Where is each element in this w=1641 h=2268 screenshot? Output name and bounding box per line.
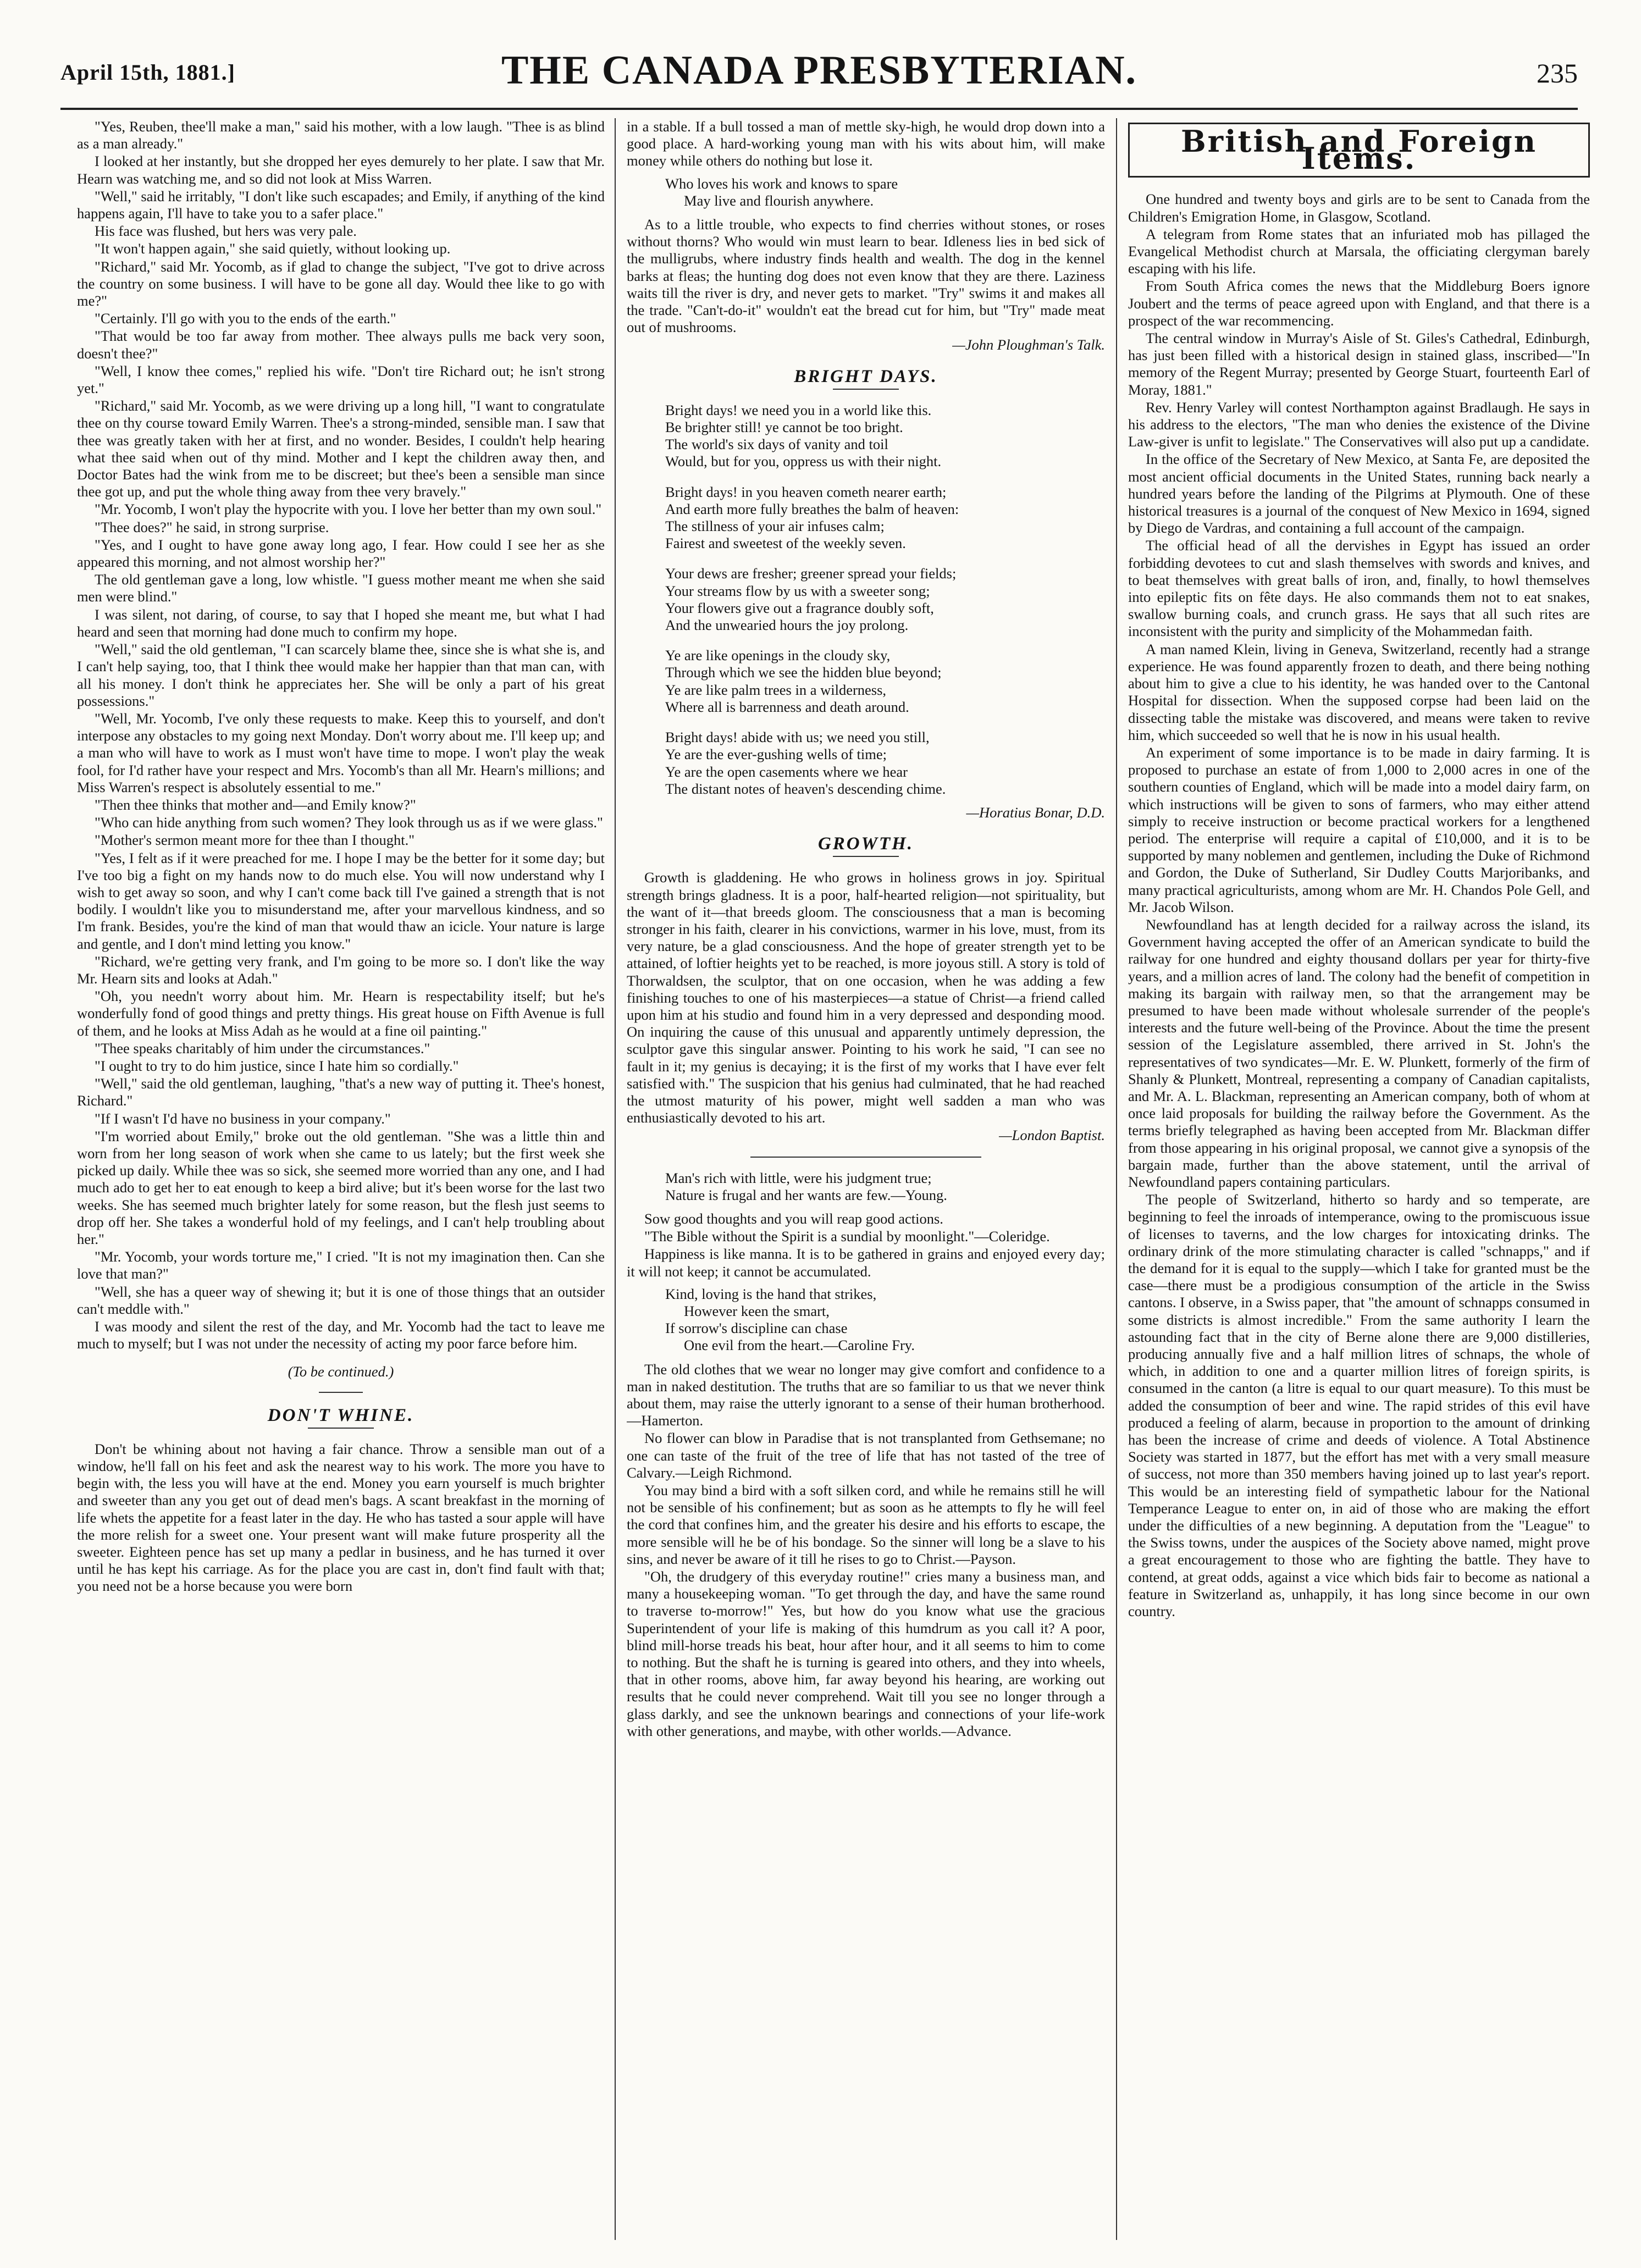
dont-whine-text: As to a little trouble, who expects to find cherries without stones, or roses without thorns? Who would win must learn to bear. Idleness lies in bed sick of the mulligrubs, where industry finds health and wealth. The dog in the kennel barks at fleas; the hunting dog does not even know that they are there. Laziness waits till the river is dry, and never gets to market. "Try" swims it and makes all the trade. "Can't-do-it" wouldn't eat the bread cut for him, but "Try" made meat out of mushrooms. bbox=[627, 216, 1105, 336]
divider bbox=[308, 1428, 374, 1429]
story-paragraph: "Mr. Yocomb, your words torture me," I cried. "It is not my imagination then. Can she love that man?" bbox=[77, 1248, 605, 1282]
story-paragraph: "Yes, I felt as if it were preached for me. I hope I may be the better for it some day; but I've too big a fight on my hands now to do much else. You will now understand why I wish to get away so soon, and why I can't come back till I've gained a strength that is not bodily. I wouldn't like you to misunderstand me, after your marvellous kindness, and so I'm frank. Besides, you're the kind of man that would thaw an icicle. Your nature is large and gentle, and I don't mind letting you know." bbox=[77, 849, 605, 952]
poem-line: Bright days! we need you in a world like this. bbox=[665, 401, 932, 418]
stanza-break bbox=[665, 471, 1105, 484]
heading-growth: GROWTH. bbox=[817, 834, 914, 854]
poem-line: Bright days! abide with us; we need you still, bbox=[665, 729, 930, 746]
column-serial-story bbox=[77, 118, 605, 2240]
poem-bright-days bbox=[665, 402, 1105, 798]
poem-line: Ye are like palm trees in a wilderness, bbox=[665, 681, 887, 698]
poem-line: Your flowers give out a fragrance doubly soft, bbox=[665, 599, 934, 616]
poem-line: One evil from the heart.—Caroline Fry. bbox=[684, 1337, 915, 1354]
poem-line: Your dews are fresher; greener spread your fields; bbox=[665, 565, 957, 582]
story-paragraph: "Mother's sermon meant more for thee than I thought." bbox=[95, 832, 415, 849]
maxim: You may bind a bird with a soft silken cord, and while he remains still he will not be sensible of his confinement; but as soon as he attempts to fly he will feel the cord that confines him, and the greater his desire and his efforts to escape, the more sensible will he be of his bondage. So the sinner will long be a slave to his sins, and never be aware of it till he rises to go to Christ.—Payson. bbox=[627, 1482, 1105, 1567]
story-paragraph: "Yes, Reuben, thee'll make a man," said his mother, with a low laugh. "Thee is as blind as a man already." bbox=[77, 118, 605, 152]
news-item: The central window in Murray's Aisle of St. Giles's Cathedral, Edinburgh, has just been filled with a historical design in stained glass, inscribed—"In memory of the Regent Murray; presented by George Stuart, fourteenth Earl of Moray, 1881." bbox=[1128, 330, 1590, 398]
column-miscellany bbox=[627, 118, 1105, 2240]
poem-line: However keen the smart, bbox=[684, 1302, 830, 1319]
divider bbox=[750, 1157, 981, 1158]
poem-line: Ye are the open casements where we hear bbox=[665, 763, 908, 780]
story-paragraph: The old gentleman gave a long, low whistle. "I guess mother meant me when she said men were blind." bbox=[77, 571, 605, 605]
story-paragraph: His face was flushed, but hers was very pale. bbox=[95, 223, 357, 240]
story-paragraph: "Thee speaks charitably of him under the circumstances." bbox=[95, 1039, 430, 1056]
news-item: An experiment of some importance is to be made in dairy farming. It is proposed to purchase an estate of from 1,000 to 2,000 acres in one of the southern counties of England, which will be made into a model dairy farm, on which instructions will be given to sons of farmers, who may either attend simply to receive instruction or become practical workers for a lengthened period. The enterprise will require a capital of £10,000, and it is to be supported by many noblemen and gentlemen, including the Duke of Richmond and Gordon, the Duke of Sutherland, Sir Dudley Coutts Marjoribanks, and many practical agriculturists, among whom are Mr. H. Chandos Pole Gell, and Mr. Jacob Wilson. bbox=[1128, 744, 1590, 915]
story-paragraph: I was moody and silent the rest of the day, and Mr. Yocomb had the tact to leave me much to myself; but I was not under the necessity of acting my poor farce before him. bbox=[77, 1318, 605, 1352]
divider bbox=[833, 389, 899, 390]
story-paragraph: "Well," said he irritably, "I don't like such escapades; and Emily, if anything of the kind happens again, I'll have to take you to a safer place." bbox=[77, 187, 605, 222]
couplet bbox=[665, 175, 1105, 209]
british-foreign-header: British and Foreign Items. bbox=[1128, 123, 1590, 178]
newspaper-title: THE CANADA PRESBYTERIAN. bbox=[501, 48, 1137, 93]
story-paragraph: "Who can hide anything from such women? They look through us as if we were glass." bbox=[95, 814, 603, 831]
news-item: In the office of the Secretary of New Mexico, at Santa Fe, are deposited the most ancient official documents in the United States, running back nearly a hundred years before the landing of the Pilgrims at Plymouth. One of these historical treasures is a journal of the conquest of New Mexico in 1694, signed by Diego de Vardras, and containing a full account of the campaign. bbox=[1128, 451, 1590, 536]
poem-line: Ye are the ever-gushing wells of time; bbox=[665, 746, 887, 763]
poem-line: Be brighter still! ye cannot be too bright. bbox=[665, 419, 903, 436]
attribution: —Horatius Bonar, D.D. bbox=[966, 804, 1105, 821]
news-item: Newfoundland has at length decided for a railway across the island, its Government having accepted the offer of an American syndicate to build the railway for one hundred and eighty thousand dollars per year for thirty-five years, and a million acres of land. The colony had the benefit of competition in making its bargain with railway men, so that the arrangement may be presumed to have been made without wholesale surrender of the people's interests and the future well-being of the Province. About the time the present session of the Legislature assembled, there arrived in St. John's the representatives of two syndicates—Mr. E. W. Plunkett, formerly of the firm of Shanly & Plunkett, Montreal, representing a company of Canadian capitalists, and Mr. A. L. Blackman, representing an American company, both of whom at once laid proposals for building the railway before the Government. As the terms briefly telegraphed as having been accepted from Mr. Blackman differ from those appearing in his original proposal, we cannot give a synopsis of the bargain made, further than the above statement, until the arrival of Newfoundland papers containing particulars. bbox=[1128, 916, 1590, 1190]
news-item: Rev. Henry Varley will contest Northampton against Bradlaugh. He says in his address to the electors, "The man who denies the existence of the Divine Law-giver is unfit to legislate." The Conservatives will also put up a candidate. bbox=[1128, 399, 1590, 450]
poem-line: Through which we see the hidden blue beyond; bbox=[665, 664, 942, 681]
divider bbox=[833, 856, 899, 857]
story-paragraph: "Well, Mr. Yocomb, I've only these requests to make. Keep this to yourself, and don't interpose any obstacles to my going next Monday. Don't worry about me. I'll keep up; and a man who will have to work as I must won't have time to mope. I won't play the weak fool, for I'd rather have your respect and Mrs. Yocomb's than all Mr. Hearn's millions; and Miss Warren's respect is absolutely essential to me." bbox=[77, 710, 605, 795]
maxim: The old clothes that we wear no longer may give comfort and confidence to a man in naked destitution. The truths that are so familiar to us that we never think about them, may raise the utterly ignorant to a sense of their human brotherhood.—Hamerton. bbox=[627, 1360, 1105, 1429]
dont-whine-continued: in a stable. If a bull tossed a man of mettle sky-high, he would drop down into a good place. A hard-working young man with his wits about him, will make money while others do nothing but lose it. bbox=[627, 118, 1105, 169]
story-paragraph: "I ought to try to do him justice, since I hate him so cordially." bbox=[95, 1057, 459, 1074]
story-paragraph: "Richard, we're getting very frank, and I'm going to be more so. I don't like the way Mr. Hearn sits and looks at Adah." bbox=[77, 953, 605, 987]
kind-verse bbox=[665, 1286, 1105, 1354]
poem-line: Bright days! in you heaven cometh nearer earth; bbox=[665, 483, 947, 500]
stanza-break bbox=[665, 552, 1105, 565]
story-paragraph: "Yes, and I ought to have gone away long ago, I fear. How could I see her as she appeared this morning, and not almost worship her?" bbox=[77, 536, 605, 571]
poem-line: Ye are like openings in the cloudy sky, bbox=[665, 647, 891, 664]
poem-line: Man's rich with little, were his judgment true; bbox=[665, 1169, 932, 1186]
story-paragraph: "Oh, you needn't worry about him. Mr. Hearn is respectability itself; but he's wonderfully fond of good things and pretty things. His great house on Fifth Avenue is full of them, and he looks at Miss Adah as he would at a fine oil painting." bbox=[77, 988, 605, 1039]
story-paragraph: "Richard," said Mr. Yocomb, as if glad to change the subject, "I've got to drive across the country on some business. I will have to be gone all day. Would thee like to go with me?" bbox=[77, 258, 605, 309]
news-item: The people of Switzerland, hitherto so hardy and so temperate, are beginning to feel the inroads of intemperance, owing to the promiscuous issue of licenses to taverns, and the low charges for intoxicating drinks. The ordinary drink of the more stimulating character is called "schnapps," and if the demand for it is equal to the supply—which I take for granted must be the case—there must be a prodigious consumption of the article in the Swiss cantons. I observe, in a Swiss paper, that "the amount of schnapps consumed in some districts is almost incredible." From the same authority I learn the astounding fact that in the city of Berne alone there are 9,000 distilleries, producing annually five and a half million litres of schnaps, the whole of which, in addition to one and a quarter million litres of foreign spirits, is consumed in the canton (a litre is equal to our quart measure). To this must be added the consumption of beer and wine. The rapid strides of this evil have produced a feeling of alarm, because in proportion to the amount of drinking has been the increase of crime and deeds of violence. A Total Abstinence Society was started in 1877, but the effort has met with a very small measure of success, not more than 350 members having joined up to last year's report. This would be an interesting field of sympathetic labour for the National Temperance League to enter on, in aid of those who are making the effort under the difficulties of a new beginning. A deputation from the "League" to the Swiss towns, under the auspices of the Society above named, might prove a great encouragement to those who are fighting the battle. They have to contend, at great odds, against a vice which bids fair to become as national a feature in Switzerland as, unhappily, it has long since become in our own country. bbox=[1128, 1191, 1590, 1620]
column-rule-left bbox=[615, 118, 616, 2240]
news-item: One hundred and twenty boys and girls are to be sent to Canada from the Children's Emigration Home, in Glasgow, Scotland. bbox=[1128, 191, 1590, 225]
story-paragraph: "Richard," said Mr. Yocomb, as we were driving up a long hill, "I want to congratulate thee on thy course toward Emily Warren. Thee's a strong-minded, sensible man. I saw that thee was greatly taken with her at first, and no wonder. Besides, I couldn't help hearing what thee said when out of thy mind. Mother and I kept the children away then, and Doctor Bates had the wink from me to be discreet; but thee's been a sensible man since thee got up, and put the whole thing away from thee very bravely." bbox=[77, 397, 605, 500]
poem-line: Where all is barrenness and death around. bbox=[665, 698, 909, 715]
story-paragraph: "That would be too far away from mother. Thee always pulls me back very soon, doesn't thee?" bbox=[77, 328, 605, 362]
story-paragraph: "I'm worried about Emily," broke out the old gentleman. "She was a little thin and worn from her long season of work when she came to us lately; but the first week she picked up daily. While thee was so sick, she seemed more worried than any one, and I had much ado to get her to eat enough to keep a bird alive; but it's been worse for the last two weeks. She has seemed much brighter lately for some reason, but the flesh just seems to drop off her. She takes a wonderful hold of my feelings, and I can't help troubling about her." bbox=[77, 1127, 605, 1247]
poem-line: Fairest and sweetest of the weekly seven. bbox=[665, 535, 906, 552]
poem-line: The distant notes of heaven's descending chime. bbox=[665, 780, 946, 797]
news-item: A telegram from Rome states that an infuriated mob has pillaged the Evangelical Methodist church at Marsala, the officiating clergyman barely escaping with his life. bbox=[1128, 225, 1590, 277]
poem-line: And the unwearied hours the joy prolong. bbox=[665, 617, 909, 634]
maxim: No flower can blow in Paradise that is not transplanted from Gethsemane; no one can taste of the fruit of the tree of life that has not tasted of the tree of Calvary.—Leigh Richmond. bbox=[627, 1430, 1105, 1481]
poem-line: Your streams flow by us with a sweeter song; bbox=[665, 582, 930, 599]
couplet-line: May live and flourish anywhere. bbox=[684, 192, 874, 209]
issue-date: April 15th, 1881.] bbox=[60, 60, 235, 85]
poem-line: And earth more fully breathes the balm of heaven: bbox=[665, 500, 959, 517]
heading-bright-days: BRIGHT DAYS. bbox=[794, 366, 938, 386]
story-paragraph: "It won't happen again," she said quietly, without looking up. bbox=[95, 240, 451, 257]
story-paragraph: "Well," said the old gentleman, laughing, "that's a new way of putting it. Thee's honest, Richard." bbox=[77, 1075, 605, 1109]
growth-text: Growth is gladdening. He who grows in holiness grows in joy. Spiritual strength brings gladness. It is a poor, half-hearted religion—not spirituality, but the want of it—that breeds gloom. The consciousness that a man is becoming stronger in his faith, clearer in his convictions, warmer in his love, must, from its very nature, be a glad consciousness. And the hope of greater strength yet to be attained, of loftier heights yet to be reached, is more joyous still. A story is told of Thorwaldsen, the sculptor, that on one occasion, when he was adding a few finishing touches to one of his masterpieces—a statue of Christ—a friend called upon him at his studio and found him in a very depressed and desponding mood. On inquiring the cause of this unusual and apparently untimely depression, the sculptor gave this singular answer. Pointing to his work he said, "I can see no fault in it; my genius is decaying; it is the first of my works that I have ever felt satisfied with." The suspicion that his genius had culminated, that he had reached the utmost maturity of his power, might well sadden a man who was enthusiastically devoted to his art. bbox=[627, 869, 1105, 1126]
poem-line: If sorrow's discipline can chase bbox=[665, 1320, 848, 1337]
divider bbox=[319, 1392, 363, 1393]
story-paragraph: "Well," said the old gentleman, "I can scarcely blame thee, since she is what she is, and I can't help saying, too, that I think thee would make her happier than that man can, with all his money. I don't think he appreciates her. She will be only a part of his great possessions." bbox=[77, 641, 605, 709]
story-paragraph: I was silent, not daring, of course, to say that I hoped she meant me, but what I had heard and seen that morning had done much to confirm my hope. bbox=[77, 606, 605, 640]
heading-dont-whine: DON'T WHINE. bbox=[267, 1405, 415, 1425]
dont-whine-text: Don't be whining about not having a fair chance. Throw a sensible man out of a window, he'll fall on his feet and ask the nearest way to his work. The more you have to begin with, the less you will have at the end. Money you earn yourself is much brighter and sweeter than any you get out of dead men's bags. A scant breakfast in the morning of life whets the appetite for a feast later in the day. He who has tasted a sour apple will have the more relish for a sweet one. Your present want will make future prosperity all the sweeter. Eighteen pence has set up many a pedlar in business, and he has turned it over until he has kept his carriage. As for the place you are cast in, don't find fault with that; you need not be a horse because you were born bbox=[77, 1440, 605, 1595]
couplet-line: Who loves his work and knows to spare bbox=[665, 175, 898, 192]
page-number: 235 bbox=[1537, 58, 1578, 88]
poem-line: The world's six days of vanity and toil bbox=[665, 436, 888, 453]
column-british-foreign bbox=[1128, 118, 1590, 2240]
poem-line: The stillness of your air infuses calm; bbox=[665, 518, 885, 535]
stanza-break bbox=[665, 634, 1105, 647]
maxim: "Oh, the drudgery of this everyday routine!" cries many a business man, and many a housekeeping woman. "To get through the day, and have the same round to traverse to-morrow!" Yes, but how do you know what use the gracious Superintendent of your life is making of this humdrum as you call it? A poor, blind mill-horse treads his beat, hour after hour, and it all seems to him to come to nothing. But the shaft he is turning is geared into others, and they into wheels, that in other rooms, above him, far away beyond his hearing, are working out results that he could never comprehend. Wait till you see no longer through a glass darkly, and see the unknown bearings and connections of your life-work with other generations, and maybe, with other worlds.—Advance. bbox=[627, 1568, 1105, 1739]
masthead bbox=[60, 43, 1578, 110]
poem-line: Would, but for you, oppress us with their night. bbox=[665, 453, 942, 470]
young-couplet bbox=[665, 1170, 1105, 1204]
news-item: The official head of all the dervishes in Egypt has issued an order forbidding devotees to cut and slash themselves with swords and knives, and to beat themselves with great balls of iron, and, finally, to howl themselves into epileptic fits on fête days. He also commands them not to eat snakes, swallow burning coals, and crunch grass. He says that all such rites are inconsistent with the purity and simplicity of the Mohammedan faith. bbox=[1128, 537, 1590, 640]
news-item: A man named Klein, living in Geneva, Switzerland, recently had a strange experience. He was found apparently frozen to death, and there being nothing about him to give a clue to his identity, he was handed over to the Cantonal Hospital for dissection. When the supposed corpse had been laid on the dissecting table the mistake was discovered, and means were taken to revive him, which succeeded so well that he is now in his usual health. bbox=[1128, 640, 1590, 743]
poem-line: Kind, loving is the hand that strikes, bbox=[665, 1285, 877, 1302]
story-paragraph: "Mr. Yocomb, I won't play the hypocrite with you. I love her better than my own soul." bbox=[95, 501, 602, 518]
story-paragraph: "Well, she has a queer way of shewing it; but it is one of those things that an outsider can't meddle with." bbox=[77, 1283, 605, 1317]
attribution: —John Ploughman's Talk. bbox=[952, 336, 1105, 353]
poem-line: Nature is frugal and her wants are few.—Young. bbox=[665, 1186, 947, 1203]
story-paragraph: "Thee does?" he said, in strong surprise. bbox=[95, 518, 329, 535]
column-rule-right bbox=[1116, 118, 1117, 2240]
story-paragraph: "If I wasn't I'd have no business in your company." bbox=[95, 1110, 391, 1127]
story-paragraph: "Well, I know thee comes," replied his wife. "Don't tire Richard out; he isn't strong yet." bbox=[77, 362, 605, 397]
news-item: From South Africa comes the news that the Middleburg Boers ignore Joubert and the terms of peace agreed upon with England, and that there is a prospect of the war recommencing. bbox=[1128, 278, 1590, 329]
story-paragraph: "Then thee thinks that mother and—and Emily know?" bbox=[95, 796, 416, 813]
stanza-break bbox=[665, 716, 1105, 729]
maxim: Sow good thoughts and you will reap good actions. bbox=[644, 1210, 943, 1227]
story-paragraph: "Certainly. I'll go with you to the ends of the earth." bbox=[95, 310, 396, 327]
maxim: Happiness is like manna. It is to be gathered in grains and enjoyed every day; it will not keep; it cannot be accumulated. bbox=[627, 1246, 1105, 1280]
story-paragraph: I looked at her instantly, but she dropped her eyes demurely to her plate. I saw that Mr. Hearn was watching me, and so did not look at Miss Warren. bbox=[77, 153, 605, 187]
attribution: —London Baptist. bbox=[999, 1127, 1105, 1144]
maxim: "The Bible without the Spirit is a sundial by moonlight."—Coleridge. bbox=[644, 1228, 1050, 1245]
to-be-continued: (To be continued.) bbox=[288, 1363, 394, 1380]
